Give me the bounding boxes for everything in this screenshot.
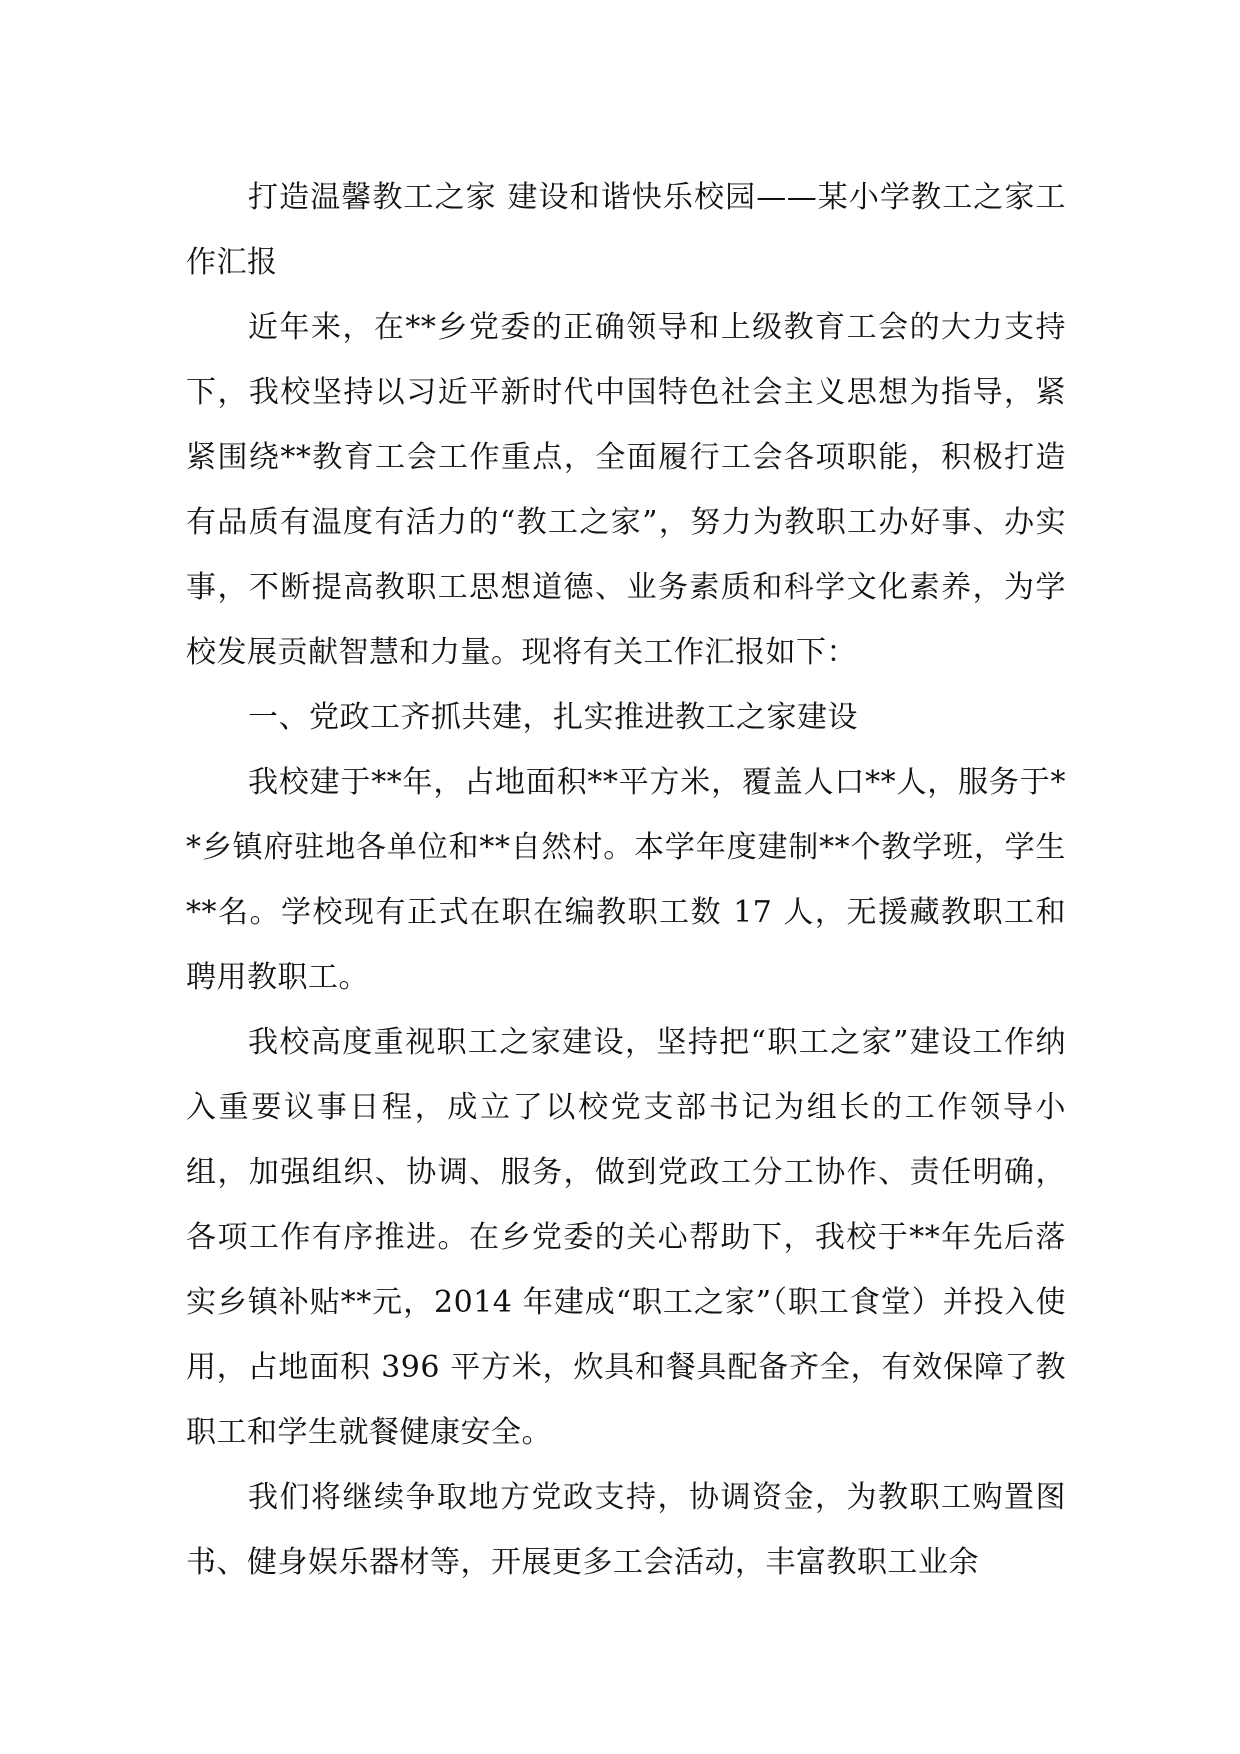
- section-heading-1: 一、党政工齐抓共建，扎实推进教工之家建设: [248, 700, 858, 735]
- document-title: 打造温馨教工之家 建设和谐快乐校园——某小学教工之家工作汇报: [186, 180, 1066, 280]
- paragraph-school-overview: 我校建于**年，占地面积**平方米，覆盖人口**人，服务于**乡镇府驻地各单位和**自然村。本学年度建制**个教学班，学生**名。学校现有正式在职在编教职工数 17 人，无援藏教职工和聘用教职工。: [186, 765, 1066, 995]
- document-body: [186, 165, 1066, 1595]
- paragraph-intro: 近年来，在**乡党委的正确领导和上级教育工会的大力支持下，我校坚持以习近平新时代中国特色社会主义思想为指导，紧紧围绕**教育工会工作重点，全面履行工会各项职能，积极打造有品质有温度有活力的“教工之家”，努力为教职工办好事、办实事，不断提高教职工思想道德、业务素质和科学文化素养，为学校发展贡献智慧和力量。现将有关工作汇报如下：: [186, 310, 1066, 670]
- paragraph-staff-home: 我校高度重视职工之家建设，坚持把“职工之家”建设工作纳入重要议事日程，成立了以校党支部书记为组长的工作领导小组，加强组织、协调、服务，做到党政工分工协作、责任明确，各项工作有序推进。在乡党委的关心帮助下，我校于**年先后落实乡镇补贴**元，2014 年建成“职工之家”（职工食堂）并投入使用，占地面积 396 平方米，炊具和餐具配备齐全，有效保障了教职工和学生就餐健康安全。: [186, 1025, 1066, 1450]
- paragraph-future-plans: 我们将继续争取地方党政支持，协调资金，为教职工购置图书、健身娱乐器材等，开展更多工会活动，丰富教职工业余: [186, 1480, 1066, 1580]
